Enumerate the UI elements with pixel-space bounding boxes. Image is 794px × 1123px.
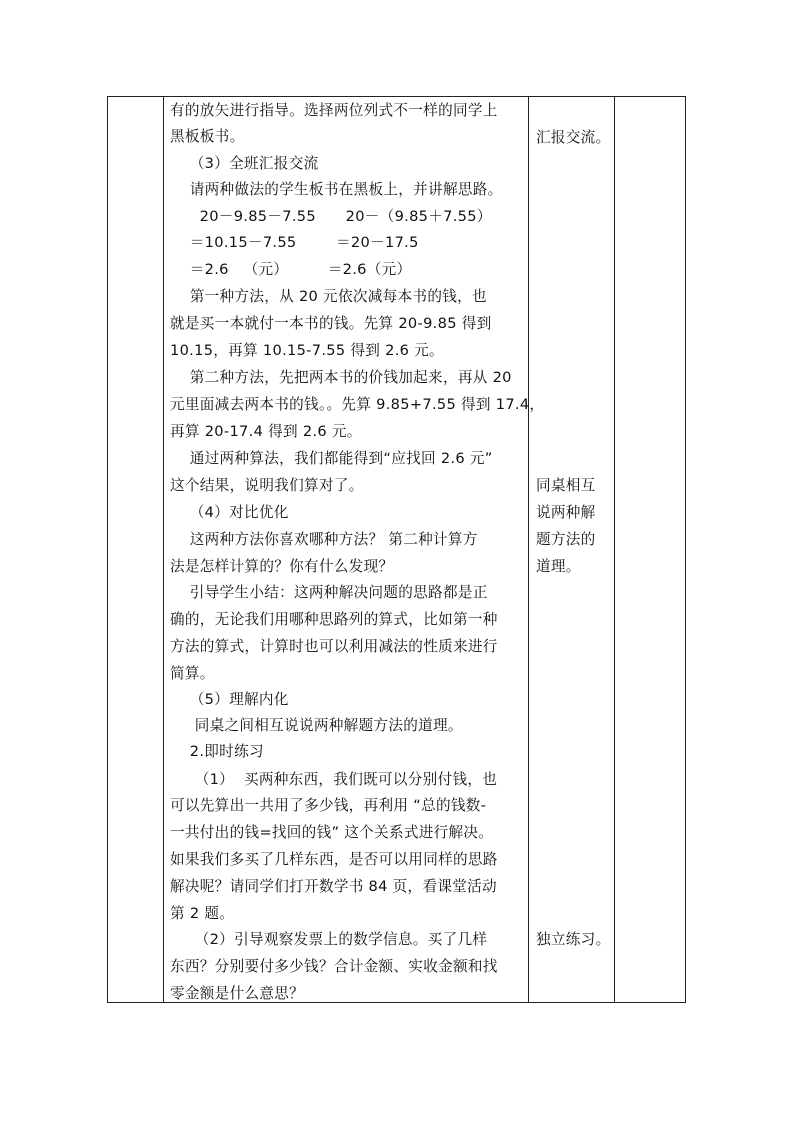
main-text-line: 第 2 题。 [170, 905, 235, 922]
main-text-line: 解决呢？请同学们打开数学书 84 页，看课堂活动 [170, 878, 497, 895]
section-heading: （3）全班汇报交流 [170, 155, 319, 172]
main-text-line: 请两种做法的学生板书在黑板上，并讲解思路。 [170, 181, 503, 198]
main-text-line: 10.15，再算 10.15-7.55 得到 2.6 元。 [170, 342, 444, 359]
table-border-left [107, 96, 108, 1003]
main-text-line: 一共付出的钱=找回的钱” 这个关系式进行解决。 [170, 824, 494, 841]
section-heading: 2.即时练习 [170, 743, 264, 760]
main-text-line: 方法的算式，计算时也可以利用减法的性质来进行 [170, 638, 498, 655]
main-text-line: 有的放矢进行指导。选择两位列式不一样的同学上 [170, 102, 498, 119]
equation-line: ＝10.15－7.55 ＝20－17.5 [170, 234, 419, 251]
main-text-line: 第二种方法，先把两本书的价钱加起来，再从 20 [170, 369, 512, 386]
column-divider-1 [163, 96, 164, 1003]
section-heading: （4）对比优化 [170, 504, 289, 521]
main-text-line: （1） 买两种东西，我们既可以分别付钱，也 [170, 771, 498, 788]
main-text-line: 简算。 [170, 665, 215, 682]
equation-line: 20－9.85－7.55 20－（9.85＋7.55） [170, 208, 492, 225]
main-text-line: 东西？分别要付多少钱？合计金额、实收金额和找 [170, 958, 498, 975]
student-activity-text: 道理。 [536, 558, 581, 575]
main-text-line: 同桌之间相互说说两种解题方法的道理。 [170, 717, 463, 734]
main-text-line: 引导学生小结：这两种解决问题的思路都是正 [170, 584, 488, 601]
section-heading: （5）理解内化 [170, 691, 289, 708]
main-text-line: 法是怎样计算的？你有什么发现？ [170, 558, 394, 575]
main-text-line: 通过两种算法，我们都能得到“应找回 2.6 元” [170, 450, 493, 467]
student-activity-text: 说两种解 [536, 504, 596, 521]
equation-line: ＝2.6 （元） ＝2.6（元） [170, 261, 412, 278]
main-text-line: 如果我们多买了几样东西，是否可以用同样的思路 [170, 851, 498, 868]
student-activity-text: 题方法的 [536, 531, 596, 548]
student-activity-text: 同桌相互 [536, 477, 596, 494]
main-text-line: 这两种方法你喜欢哪种方法？ 第二种计算方 [170, 531, 478, 548]
main-text-line: 这个结果，说明我们算对了。 [170, 477, 364, 494]
main-text-line: 可以先算出一共用了多少钱，再利用 “总的钱数- [170, 797, 487, 814]
main-text-line: 零金额是什么意思？ [170, 985, 305, 1002]
table-border-top [107, 96, 686, 97]
main-text-line: 黑板板书。 [170, 128, 245, 145]
main-text-line: 再算 20-17.4 得到 2.6 元。 [170, 423, 362, 440]
student-activity-text: 汇报交流。 [536, 129, 611, 146]
main-text-line: （2）引导观察发票上的数学信息。买了几样 [170, 931, 488, 948]
column-divider-3 [614, 96, 615, 1003]
main-text-line: 就是买一本就付一本书的钱。先算 20-9.85 得到 [170, 315, 492, 332]
student-activity-text: 独立练习。 [536, 931, 611, 948]
table-border-right [685, 96, 686, 1003]
main-text-line: 确的，无论我们用哪种思路列的算式，比如第一种 [170, 611, 498, 628]
column-divider-2 [528, 96, 529, 1003]
main-text-line: 第一种方法，从 20 元依次减每本书的钱，也 [170, 288, 487, 305]
main-text-line: 元里面减去两本书的钱。。先算 9.85+7.55 得到 17.4， [170, 396, 545, 413]
